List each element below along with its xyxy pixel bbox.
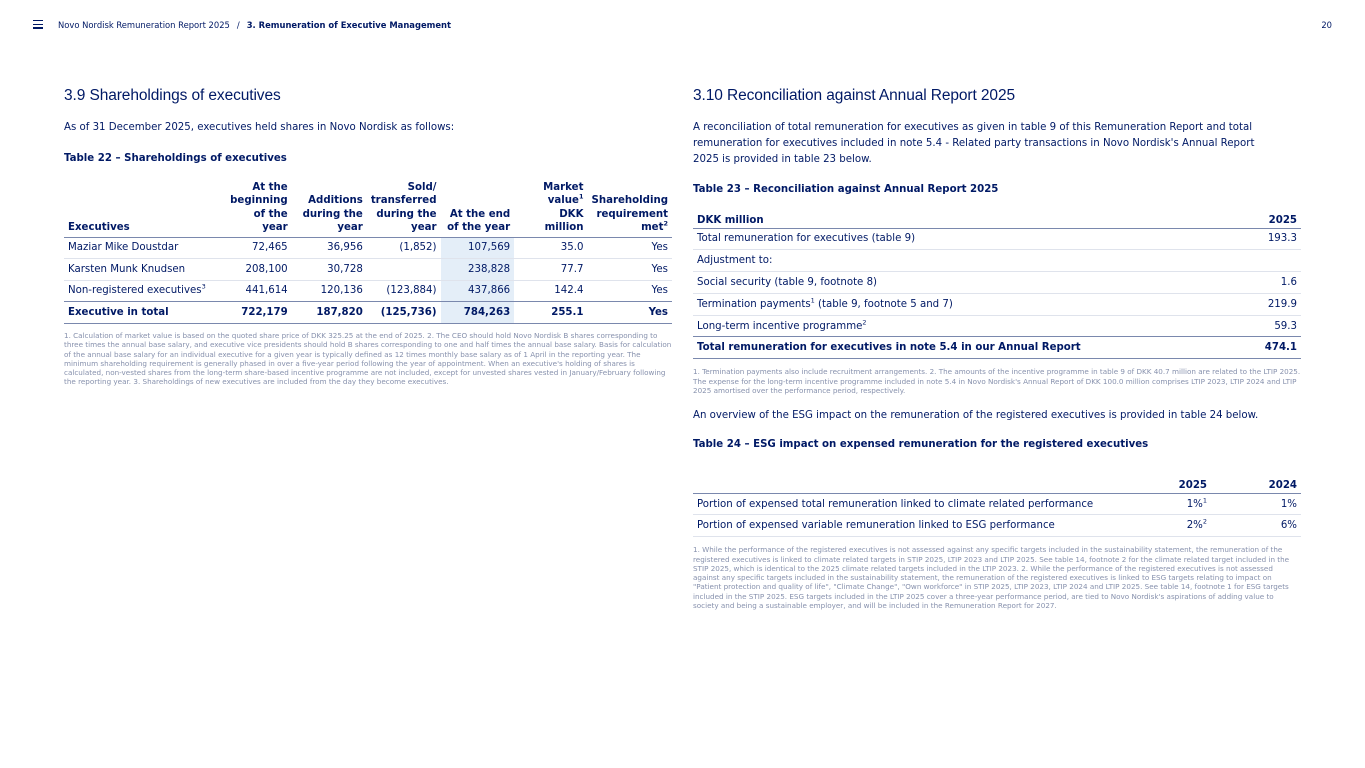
- shareholdings-intro: As of 31 December 2025, executives held shares in Novo Nordisk as follows:: [64, 122, 455, 133]
- col-header-market-value: Market value$^1$ DKK million: [514, 179, 587, 237]
- section-heading-reconciliation: 3.10 Reconciliation against Annual Report 2025: [693, 87, 1015, 104]
- table-24: [693, 476, 1301, 537]
- breadcrumb: [58, 20, 451, 30]
- table-row: Non-registered executives$^3$ 441,614 120,136 (123,884) 437,866 142.4 Yes: [64, 280, 672, 302]
- table-row: Termination payments$^1$ (table 9, footnote 5 and 7) 219.9: [693, 293, 1301, 315]
- col-header-end: At the end of the year: [441, 179, 515, 237]
- col-header-2025: 2025: [1121, 476, 1211, 493]
- table-row: Portion of expensed total remuneration linked to climate related performance 1%$^1$ 1%: [693, 493, 1301, 515]
- table-24-title: Table 24 – ESG impact on expensed remuneration for the registered executives: [693, 439, 1149, 451]
- table-22: [64, 179, 672, 324]
- table-header-row: [64, 179, 672, 237]
- left-column: [64, 86, 672, 387]
- col-header-sold: Sold/ transferred during the year: [367, 179, 441, 237]
- table-row: Portion of expensed variable remuneration linked to ESG performance 2%$^2$ 6%: [693, 515, 1301, 537]
- table-row: Karsten Munk Knudsen 208,100 30,728 238,828 77.7 Yes: [64, 259, 672, 281]
- col-header-additions: Additions during the year: [292, 179, 367, 237]
- top-bar: [0, 0, 1365, 52]
- page-number: 20: [1321, 20, 1332, 30]
- col-header-2025: 2025: [1244, 211, 1301, 228]
- esg-intro: An overview of the ESG impact on the remuneration of the registered executives is provided in table 24 below.: [693, 410, 1259, 422]
- table-header-row: [693, 211, 1301, 228]
- table-row: Total remuneration for executives (table 9) 193.3: [693, 228, 1301, 250]
- table-total-row: Total remuneration for executives in note 5.4 in our Annual Report 474.1: [693, 337, 1301, 359]
- table-22-title: Table 22 – Shareholdings of executives: [64, 153, 287, 164]
- table-23-title: Table 23 – Reconciliation against Annual Report 2025: [693, 184, 999, 195]
- table-22-footnote: 1. Calculation of market value is based on the quoted share price of DKK 325.25 at the end of 2025. 2. The CEO should hold Novo Nordisk B shares corresponding to three times the annual base salary, and executive vice presidents should hold B shares corresponding to one and half times the annual base salary. Basis for calculation of the annual base salary for an individual executive for a given year is typically defined as 12 times monthly base salary as of 1 April in the reporting year. The minimum shareholding requirement is generally phased in over a five-year period following the year of appointment. When an executive's holding of shares is calculated, non-vested shares from the long-term share-based incentive programme are not included, except for unvested shares vested in January/February following the reporting year. 3. Shareholdings of new executives are included from the day they become executives.: [64, 331, 672, 387]
- table-header-row: [693, 476, 1301, 493]
- table-row: Social security (table 9, footnote 8) 1.6: [693, 272, 1301, 294]
- col-header-beginning: At the beginning of the year: [222, 179, 292, 237]
- section-heading-shareholdings: 3.9 Shareholdings of executives: [64, 87, 281, 104]
- table-24-footnote: 1. While the performance of the registered executives is not assessed against any specific targets included in the sustainability statement, the remuneration of the registered executives is linked to climate related targets in STIP 2025, LTIP 2023 and LTIP 2025. See table 14, footnote 2 for the climate related target included in the STIP 2025, which is identical to the 2025 climate related targets included in the LTIP 2023. 2. While the performance of the registered executives is not assessed against any specific targets included in the sustainability statement, the remuneration of the registered executives is linked to ESG targets relating to impact on "Patient protection and quality of life", "Climate Change", "Own workforce" in STIP 2025, LTIP 2023, LTIP 2024 and LTIP 2025. See table 14, footnote 1 for ESG targets included in the STIP 2025. ESG targets included in the LTIP 2025 cover a three-year performance period, are tied to Novo Nordisk's aspirations of adding value to society and being a sustainable employer, and will be included in the Remuneration Report for 2027.: [693, 545, 1290, 611]
- breadcrumb-report-link[interactable]: Novo Nordisk Remuneration Report 2025: [58, 20, 230, 30]
- table-23-footnote: 1. Termination payments also include recruitment arrangements. 2. The amounts of the incentive programme in table 9 of DKK 40.7 million are related to the LTIP 2025. The expense for the long-term incentive programme included in note 5.4 in Novo Nordisk's Annual Report of DKK 100.0 million comprises LTIP 2023, LTIP 2024 and LTIP 2025 amortised over the performance period, respectively.: [693, 367, 1301, 395]
- menu-icon[interactable]: [33, 20, 43, 29]
- table-row: Maziar Mike Doustdar 72,465 36,956 (1,852) 107,569 35.0 Yes: [64, 237, 672, 259]
- table-total-row: Executive in total 722,179 187,820 (125,736) 784,263 255.1 Yes: [64, 302, 672, 324]
- table-23: [693, 211, 1301, 359]
- table-row: Adjustment to:: [693, 250, 1301, 272]
- right-column: [693, 86, 1301, 610]
- col-header-2024: 2024: [1211, 476, 1301, 493]
- col-header-executives: Executives: [64, 179, 222, 237]
- col-header-requirement: Shareholding requirement met$^2$: [587, 179, 672, 237]
- table-row: Long-term incentive programme$^2$ 59.3: [697, 318, 1297, 332]
- col-header-dkk-million: DKK million: [693, 211, 1244, 228]
- breadcrumb-current-section: 3. Remuneration of Executive Management: [246, 20, 451, 30]
- reconciliation-intro: A reconciliation of total remuneration for executives as given in table 9 of this Remuneration Report and total remuneration for executives included in note 5.4 - Related party transactions in Novo Nordisk's Annual Report 2025 is provided in table 23 below.: [693, 122, 1255, 165]
- breadcrumb-separator: /: [236, 20, 240, 30]
